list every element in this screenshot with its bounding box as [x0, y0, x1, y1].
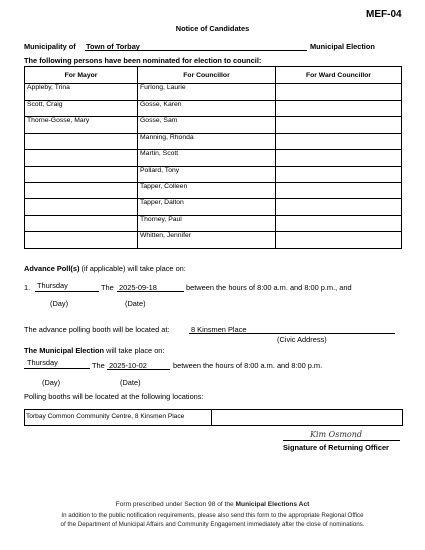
election-heading-bold: The Municipal Election: [24, 346, 105, 355]
candidates-table: [24, 66, 402, 249]
footer-line-1-prefix: Form prescribed under Section 98 of the: [115, 501, 236, 508]
mayor-cell: [25, 166, 138, 182]
table-row: [25, 166, 402, 182]
mayor-cell: [25, 215, 138, 231]
form-code: MEF-04: [366, 9, 402, 20]
election-hours: between the hours of 8:00 a.m. and 8:00 p.m.: [173, 361, 323, 370]
header-mayor: For Mayor: [25, 67, 138, 84]
advance-heading-bold: Advance Poll(s): [24, 264, 80, 273]
advance-hours: between the hours of 8:00 a.m. and 8:00 p.m., and: [186, 283, 352, 292]
mayor-cell: [25, 182, 138, 198]
election-day-line: [24, 368, 90, 369]
councillor-cell: Gosse, Sam: [138, 117, 276, 133]
ward-cell: [276, 199, 402, 215]
election-the: The: [92, 361, 105, 370]
mayor-cell: [25, 133, 138, 149]
councillor-cell: Pollard, Tony: [138, 166, 276, 182]
mayor-cell: Thorne-Gosse, Mary: [25, 117, 138, 133]
footer-line-1: [0, 501, 425, 508]
table-row: [25, 84, 402, 101]
advance-civic-label: (Civic Address): [277, 335, 327, 344]
table-row: [25, 182, 402, 198]
election-day-label: (Day): [42, 378, 61, 387]
ward-cell: [276, 182, 402, 198]
ward-cell: [276, 101, 402, 117]
table-row: [25, 215, 402, 231]
location-box-divider: [211, 410, 212, 425]
ward-cell: [276, 166, 402, 182]
advance-day-label: (Day): [50, 299, 69, 308]
ward-cell: [276, 133, 402, 149]
election-date-label: (Date): [120, 378, 141, 387]
councillor-cell: Tapper, Colleen: [138, 182, 276, 198]
table-row: [25, 150, 402, 166]
table-row: [25, 133, 402, 149]
advance-the: The: [101, 283, 114, 292]
councillor-cell: Furlong, Laurie: [138, 84, 276, 101]
nominated-heading: The following persons have been nominated for election to council:: [24, 56, 262, 65]
table-row: [25, 117, 402, 133]
election-heading-rest: will take place on:: [104, 346, 165, 355]
ward-cell: [276, 232, 402, 248]
advance-heading: [24, 264, 186, 273]
municipality-name: Town of Torbay: [86, 42, 140, 51]
councillor-cell: Whitten, Jennifer: [138, 232, 276, 248]
municipality-suffix: Municipal Election: [310, 42, 375, 51]
advance-booth-text: The advance polling booth will be located at:: [24, 325, 170, 334]
ward-cell: [276, 215, 402, 231]
footer-line-3: of the Department of Municipal Affairs and Community Engagement immediately after the close of nominations.: [60, 521, 365, 528]
header-ward-councillor: For Ward Councillor: [276, 67, 402, 84]
councillor-cell: Martin, Scott: [138, 150, 276, 166]
mayor-cell: Scott, Craig: [25, 101, 138, 117]
advance-heading-rest: (if applicable) will take place on:: [79, 264, 186, 273]
page-title: Notice of Candidates: [175, 24, 250, 33]
advance-date-label: (Date): [125, 299, 146, 308]
table-row: [25, 232, 402, 248]
election-day: Thursday: [27, 358, 58, 367]
mayor-cell: Appleby, Trina: [25, 84, 138, 101]
advance-number: 1.: [24, 283, 31, 292]
signature-handwritten: Kim Osmond: [310, 430, 363, 439]
councillor-cell: Tapper, Dalton: [138, 199, 276, 215]
advance-booth-line: [189, 333, 395, 334]
mayor-cell: [25, 199, 138, 215]
mayor-cell: [25, 232, 138, 248]
advance-booth-location: 8 Kinsmen Place: [191, 325, 247, 334]
advance-day: Thursday: [37, 281, 68, 290]
ward-cell: [276, 84, 402, 101]
advance-date: 2025-09-18: [119, 283, 157, 292]
table-row: [25, 199, 402, 215]
councillor-cell: Gosse, Karen: [138, 101, 276, 117]
advance-date-line: [117, 291, 184, 292]
footer-line-2: In addition to the public notification requirements, please also send this form to the appropriate Regional Office: [61, 512, 364, 519]
signature-line: [283, 440, 400, 441]
election-date-line: [107, 369, 170, 370]
signature-label: Signature of Returning Officer: [283, 443, 389, 452]
ward-cell: [276, 117, 402, 133]
table-row: [25, 101, 402, 117]
councillor-cell: Thorney, Paul: [138, 215, 276, 231]
advance-day-line: [35, 291, 99, 292]
ward-cell: [276, 150, 402, 166]
footer-act-name: Municipal Elections Act: [235, 501, 310, 508]
election-booths-text: Polling booths will be located at the following locations:: [24, 392, 204, 401]
header-councillor: For Councillor: [138, 67, 276, 84]
election-location-box: [24, 409, 403, 426]
mayor-cell: [25, 150, 138, 166]
election-location: Torbay Common Community Centre, 8 Kinsmen Place: [26, 413, 185, 420]
councillor-cell: Manning, Rhonda: [138, 133, 276, 149]
election-heading: [24, 346, 164, 355]
table-header-row: [25, 67, 402, 84]
election-date: 2025-10-02: [109, 361, 147, 370]
municipality-prefix: Municipality of: [24, 42, 76, 51]
